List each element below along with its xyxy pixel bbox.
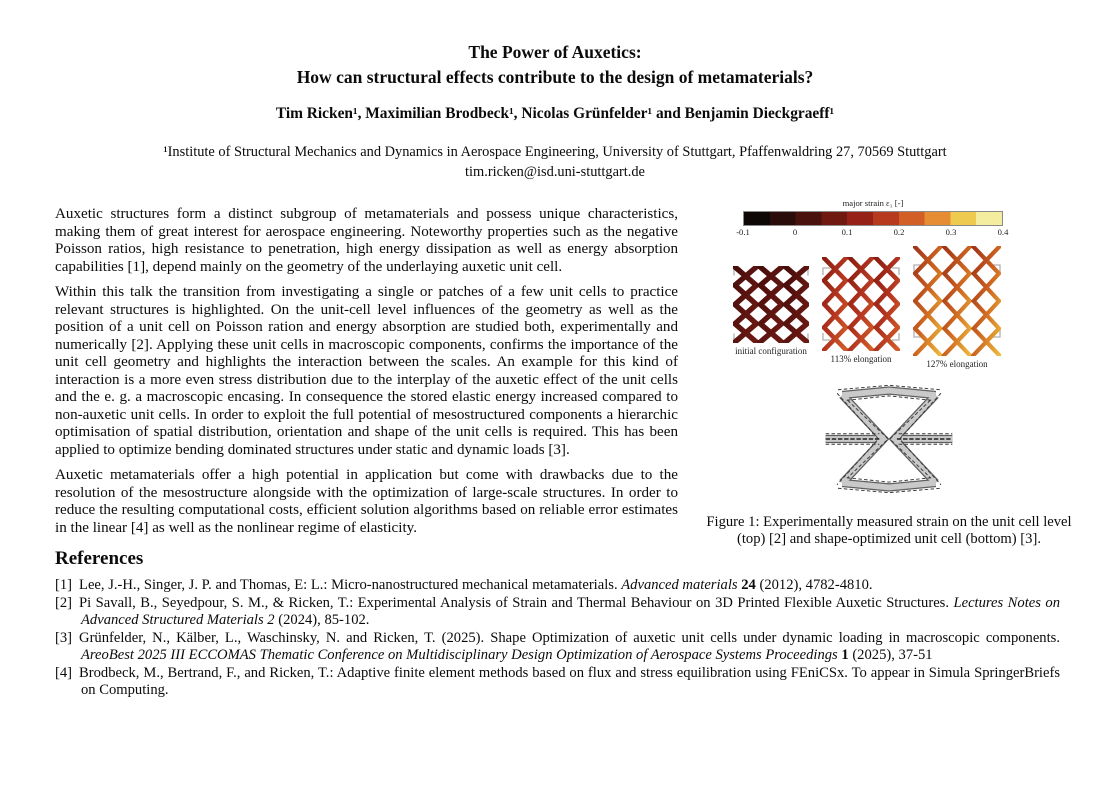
reference-text: 24: [741, 577, 756, 593]
colorbar-ticks: [736, 226, 1009, 237]
reference-item: [55, 577, 1060, 595]
reference-text: AreoBest 2025 III ECCOMAS Thematic Conference on Multidisciplinary Design Optimization of Aerospace Systems Proceedings: [81, 647, 842, 663]
colorbar-tick-label: 0.2: [893, 227, 905, 237]
abstract-body: [55, 206, 678, 545]
colorbar-tick-label: 0.3: [945, 227, 957, 237]
reference-text: (2012), 4782-4810.: [755, 577, 873, 593]
strain-image: [822, 257, 900, 364]
strain-image: [913, 246, 1001, 369]
abstract-paragraph-3: Auxetic metamaterials offer a high potential in application but come with drawbacks due to the resolution of the mesostructure alongside with the optimization of large-scale structures. In order to reduce the resulting computational costs, efficient solution algorithms based on reliable error estimates in the linear [4] as well as the nonlinear regime of elasticity.: [55, 467, 678, 536]
strain-image-label: 127% elongation: [926, 359, 988, 369]
reference-number: [3]: [55, 629, 73, 646]
strain-image: [733, 266, 809, 356]
colorbar-title: major strain ε₁ [-]: [842, 198, 904, 208]
auxetic-lattice-graphic: [913, 246, 1001, 356]
paper-title-line1: The Power of Auxetics:: [468, 42, 642, 62]
optimized-unit-cell: [703, 377, 1075, 506]
reference-text: 1: [841, 647, 849, 663]
reference-number: [2]: [55, 594, 73, 611]
reference-text: Lectures Notes on Advanced Structured Materials 2: [81, 594, 1060, 628]
colorbar-gradient: [743, 211, 1003, 226]
reference-list: [55, 577, 1060, 700]
paper-title: [0, 40, 1110, 90]
abstract-paragraph-1: Auxetic structures form a distinct subgroup of metamaterials and possess unique characteristics, making them of great interest for aerospace engineering. Noteworthy properties such as the negative Poisson ratios, high resistance to penetration, high energy dissipation as well as energy absorption capabilities [1], depend mainly on the geometry of the underlaying auxetic unit cell.: [55, 206, 678, 275]
reference-text: (2024), 85-102.: [278, 612, 370, 628]
strain-images: [733, 246, 1001, 369]
paper-header: [0, 40, 1110, 182]
colorbar-tick-label: 0.4: [997, 227, 1009, 237]
reference-number: [1]: [55, 577, 73, 593]
optimized-unit-cell-figure: [823, 377, 955, 501]
references-section: [55, 548, 1060, 700]
references-heading: References: [55, 548, 144, 569]
colorbar-tick-label: 0: [792, 227, 798, 237]
reference-text: Pi Savall, B., Seyedpour, S. M., & Ricken, T.: Experimental Analysis of Strain and Thermal Behaviour on 3D Printed Flexible Auxetic Structures.: [79, 594, 954, 611]
reference-item: [55, 630, 1060, 665]
reference-number: [4]: [55, 664, 73, 681]
reference-text: (2025), 37-51: [848, 647, 933, 663]
figure-1: [703, 198, 1075, 548]
strain-image-label: initial configuration: [735, 346, 807, 356]
authors-line: Tim Ricken¹, Maximilian Brodbeck¹, Nicolas Grünfelder¹ and Benjamin Dieckgraeff¹: [275, 104, 835, 122]
abstract-paragraph-2: Within this talk the transition from investigating a single or patches of a few unit cells to practice relevant structures is highlighted. On the unit-cell level influences of the geometry as well as the position of a unit cell on Poisson ration and energy absorption are studied both, experimentally and numerically [2]. Applying these unit cells in macroscopic components, confirms the importance of the unit cell geometry and highlights the interaction between the scales. An example for this kind of interaction is a more even stress distribution due to the interplay of the auxetic effect of the unit cells and the e. g. a macroscopic encasing. In consequence the stored elastic energy increased compared to non-auxetic unit cells. In order to exploit the full potential of mesostructured components a hierarchic optimisation of spatial distribution, orientation and shape of the unit cells is required. This has been applied to optimize bending dominated structures under static and dynamic loads [3].: [55, 284, 678, 458]
reference-item: [55, 665, 1060, 700]
email-line: tim.ricken@isd.uni-stuttgart.de: [465, 163, 645, 180]
strain-image-label: 113% elongation: [830, 354, 892, 364]
colorbar-tick-label: 0.1: [841, 227, 853, 237]
paper-title-line2: How can structural effects contribute to the design of metamaterials?: [296, 66, 814, 87]
figure-caption: Figure 1: Experimentally measured strain on the unit cell level (top) [2] and shape-optimized unit cell (bottom) [3].: [706, 514, 1072, 547]
reference-text: Brodbeck, M., Bertrand, F., and Ricken, T.: Adaptive finite element methods based on flux and stress equilibration using FEniCSx. To appear in Simula SpringerBriefs on Computing.: [79, 664, 1060, 698]
reference-item: [55, 595, 1060, 630]
colorbar: [736, 198, 1009, 237]
auxetic-lattice-graphic: [822, 257, 900, 351]
reference-text: Grünfelder, N., Kälber, L., Waschinsky, N. and Ricken, T. (2025). Shape Optimization of auxetic unit cells under dynamic loading in macroscopic components.: [79, 629, 1060, 646]
affiliation-line: ¹Institute of Structural Mechanics and Dynamics in Aerospace Engineering, University of Stuttgart, Pfaffenwaldring 27, 70569 Stuttgart: [163, 143, 947, 160]
reference-text: Advanced materials: [621, 577, 742, 593]
colorbar-tick-label: -0.1: [736, 227, 750, 237]
reference-text: Lee, J.-H., Singer, J. P. and Thomas, E: L.: Micro-nanostructured mechanical metamaterials.: [79, 577, 622, 593]
auxetic-lattice-graphic: [733, 266, 809, 343]
